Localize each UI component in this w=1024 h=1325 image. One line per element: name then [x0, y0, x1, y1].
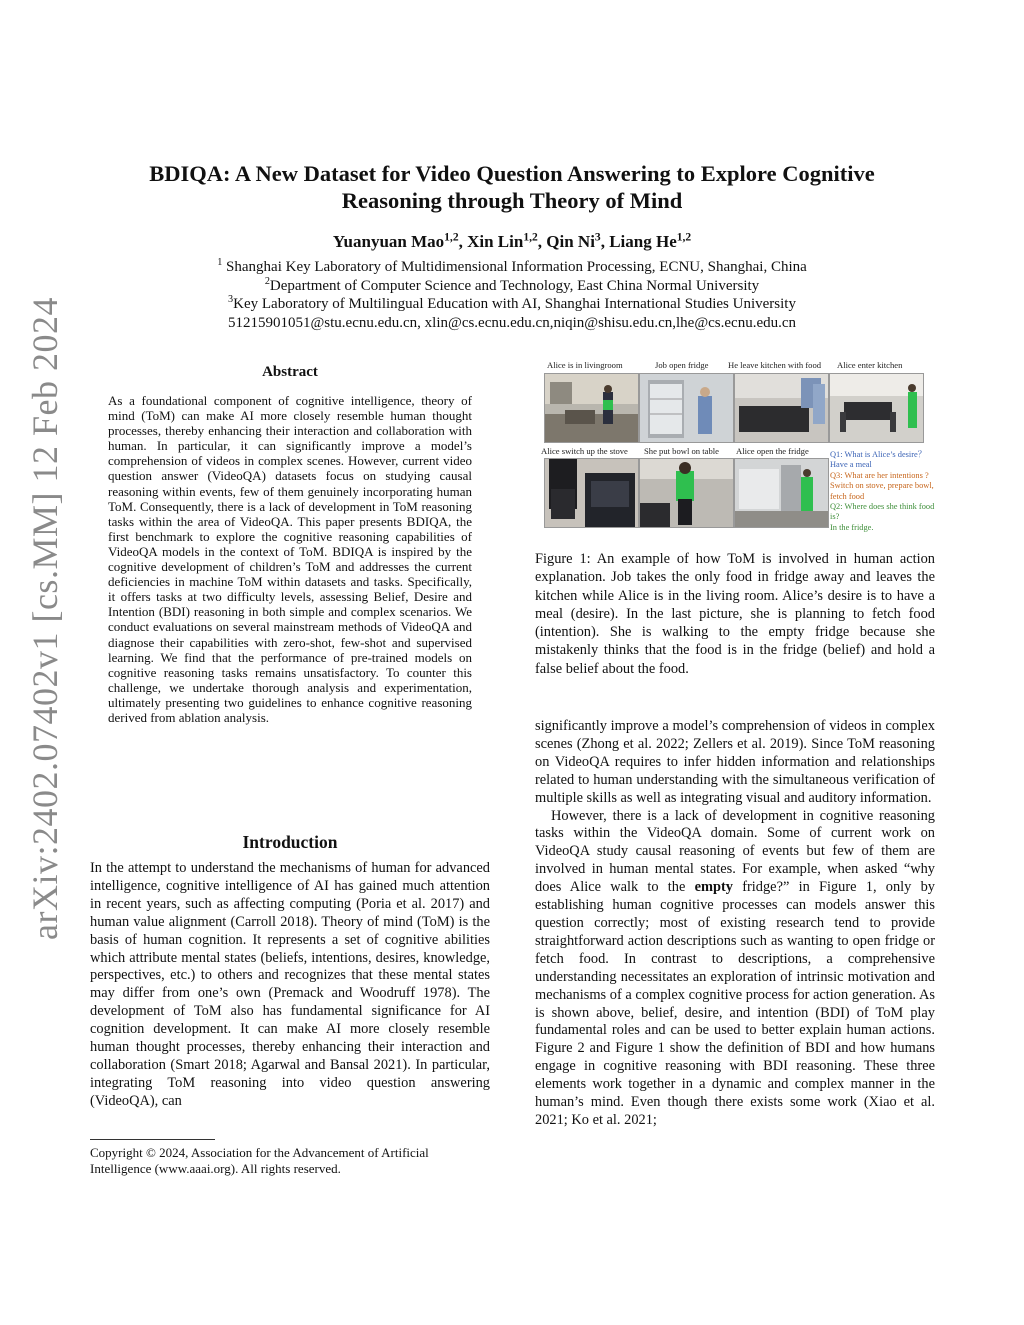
scene-image — [545, 459, 638, 527]
qa-panel — [830, 450, 940, 533]
title-line-2: Reasoning through Theory of Mind — [341, 188, 683, 213]
frame-label: She put bowl on table — [644, 446, 719, 456]
qa-line: Q2: Where does she think food is? — [830, 502, 935, 522]
qa-line: Q1: What is Alice’s desire？ — [830, 450, 927, 459]
scene-image — [640, 374, 733, 442]
affiliation-line — [80, 277, 944, 296]
video-frame-stove — [544, 458, 639, 528]
emphasis: empty — [694, 879, 733, 896]
author-list — [80, 232, 944, 252]
paper-title — [80, 160, 944, 214]
scene-image — [735, 374, 828, 442]
introduction-heading: Introduction — [242, 832, 338, 852]
frame-label: Alice switch up the stove — [541, 446, 628, 456]
affiliation-text: Key Laboratory of Multilingual Education with AI, Shanghai International Studies University — [233, 296, 796, 312]
author-affil: 1,2 — [676, 230, 692, 244]
frame-label: He leave kitchen with food — [728, 360, 822, 370]
author-sep: , — [458, 232, 468, 251]
scene-image — [735, 459, 828, 527]
affiliation-sup: 3 — [228, 294, 234, 305]
paragraph-text: fridge?” in Figure 1, only by establishing human cognitive processes can models answer this question correctly; most of existing research tend to provide straightforward action descriptions such as wanting to open fridge or fetch food. In contrast to descriptions, a comprehensive understanding necessitates an exploration of intrinsic motivation and mechanisms of a complex cognitive process for action generation. As is shown above, belief, desire, and intention (BDI) of ToM play fundamental roles and can be used to better explain human actions. Figure 2 and Figure 1 show the definition of BDI and how humans engage in cognitive reasoning with BDI reasoning. These three elements work together in a dynamic and complex manner in the human’s mind. Even though there exists some work (Xiao et al. 2021; Ko et al. 2021; — [535, 879, 935, 1128]
author-name: Xin Lin — [467, 232, 524, 251]
introduction-text: In the attempt to understand the mechanisms of human for advanced intelligence, cognitive intelligence of AI has gained much attention in recent years, such as affecting computing (Poria et al. 2017) and human value alignment (Carroll 2018). Theory of mind (ToM) is the basis of human cognition. It represents a set of cognitive abilities which attribute mental states (beliefs, intentions, desires, knowledge, perspectives, etc.) to others and recognizes that these mental states may differ from one’s own (Premack and Woodruff 1978). The development of ToM also has fundamental significance for AI cognition development. It can make AI more closely resemble human thought processes, thereby enhancing their interaction and collaboration (Smart 2018; Agarwal and Bansal 2021). In particular, integrating ToM reasoning into video question answering (VideoQA), can — [90, 860, 490, 1109]
qa-line: In the fridge. — [830, 522, 874, 532]
frame-label: Alice enter kitchen — [837, 360, 903, 370]
paragraph-text: However, there is a lack of development in cognitive reasoning tasks within the VideoQA domain. Some of current work on VideoQA study causal reasoning of events but few of them are involved in human mental states. For example, when asked “why does Alice walk to the — [535, 807, 935, 896]
affiliation-line — [80, 258, 944, 277]
author-name: Yuanyuan Mao — [332, 232, 445, 251]
video-frame-leave-kitchen — [734, 373, 829, 443]
video-frame-enter-kitchen — [829, 373, 924, 443]
figure-1-caption: Figure 1: An example of how ToM is involved in human action explanation. Job takes the only food in fridge away and leaves the kitchen while Alice is in the living room. Alice’s desire is to have a meal (desire). In the last picture, she is planning to fetch food (intention). She is walking to the empty fridge because she mistakenly thinks that the food is in the fridge (belief) and hold a false belief about the food. — [535, 551, 935, 677]
author-sep: , — [537, 232, 547, 251]
abstract-text: As a foundational component of cognitive intelligence, theory of mind (ToM) can make AI more closely resemble human thought processes, thereby enhancing their interaction and collaboration with human. In particular, it can significantly improve a model’s comprehension of videos in complex scenes. However, current video question answer (VideoQA) datasets focus on studying causal reasoning within events, few of them genuinely incorporating human ToM. Consequently, there is a lack of development in ToM reasoning tasks within the area of VideoQA. This paper presents BDIQA, the first benchmark to explore the cognitive reasoning capabilities of VideoQA models in the context of ToM. BDIQA is inspired by the cognitive development of children’s ToM and addresses the current deficiencies in machine ToM within datasets and tasks. Specifically, it offers tasks at two difficulty levels, assessing Belief, Desire and Intention (BDI) reasoning in both simple and complex scenarios. We conduct evaluations on several mainstream methods of VideoQA and diagnose their capabilities with zero-shot, few-shot and supervised learning. We find that the performance of pre-trained models on cognitive reasoning tasks remains unsatisfactory. To counter this challenge, we undertake thorough analysis and experimentation, ultimately presenting two guidelines to enhance cognitive reasoning derived from ablation analysis. — [108, 393, 472, 725]
author-sep: , — [600, 232, 610, 251]
figure-1 — [540, 358, 936, 540]
author-name: Qin Ni — [546, 232, 595, 251]
email-line — [80, 314, 944, 333]
qa-line: Switch on stove, prepare bowl, fetch food — [830, 481, 934, 501]
frame-label: Alice open the fridge — [736, 446, 809, 456]
abstract-heading: Abstract — [262, 364, 318, 380]
right-column-text — [535, 718, 935, 1130]
footnote-rule — [90, 1139, 215, 1140]
video-frame-livingroom — [544, 373, 639, 443]
title-line-1: BDIQA: A New Dataset for Video Question Answering to Explore Cognitive — [149, 161, 875, 186]
paragraph: significantly improve a model’s comprehension of videos in complex scenes (Zhong et al. 2022; Zellers et al. 2019). Since ToM reasoning on VideoQA requires to infer hidden information and relationships related to human understanding with the simultaneous verification of multiple skills as well as integrating visual and auditory information. — [535, 718, 935, 806]
affiliation-text: Department of Computer Science and Technology, East China Normal University — [269, 277, 760, 294]
author-affil: 1,2 — [444, 230, 459, 244]
author-affil: 1,2 — [523, 230, 538, 244]
paragraph — [535, 808, 935, 1130]
scene-image — [830, 374, 923, 442]
qa-line: Q3: What are her intentions ? — [830, 470, 929, 480]
affiliation-sup: 1 — [217, 257, 223, 268]
video-frame-open-fridge — [734, 458, 829, 528]
affiliation-sup: 2 — [264, 275, 270, 287]
affiliation-text: Shanghai Key Laboratory of Multidimensional Information Processing, ECNU, Shanghai, China — [222, 259, 807, 275]
author-affil: 3 — [594, 230, 601, 244]
video-frame-bowl-table — [639, 458, 734, 528]
arxiv-stamp: arXiv:2402.07402v1 [cs.MM] 12 Feb 2024 — [25, 297, 65, 940]
video-frame-fridge-open — [639, 373, 734, 443]
email-text: 51215901051@stu.ecnu.edu.cn, xlin@cs.ecnu.edu.cn,niqin@shisu.edu.cn,lhe@cs.ecnu.edu.cn — [227, 314, 797, 331]
author-name: Liang He — [609, 232, 677, 251]
frame-label: Job open fridge — [655, 360, 709, 370]
copyright-footnote: Copyright © 2024, Association for the Advancement of Artificial Intelligence (www.aaai.org). All rights reserved. — [90, 1145, 429, 1176]
scene-image — [640, 459, 733, 527]
frame-label: Alice is in livingroom — [547, 360, 623, 370]
scene-image — [545, 374, 638, 442]
affiliation-line — [80, 295, 944, 314]
affiliations — [80, 258, 944, 332]
qa-line: Have a meal — [830, 460, 872, 470]
